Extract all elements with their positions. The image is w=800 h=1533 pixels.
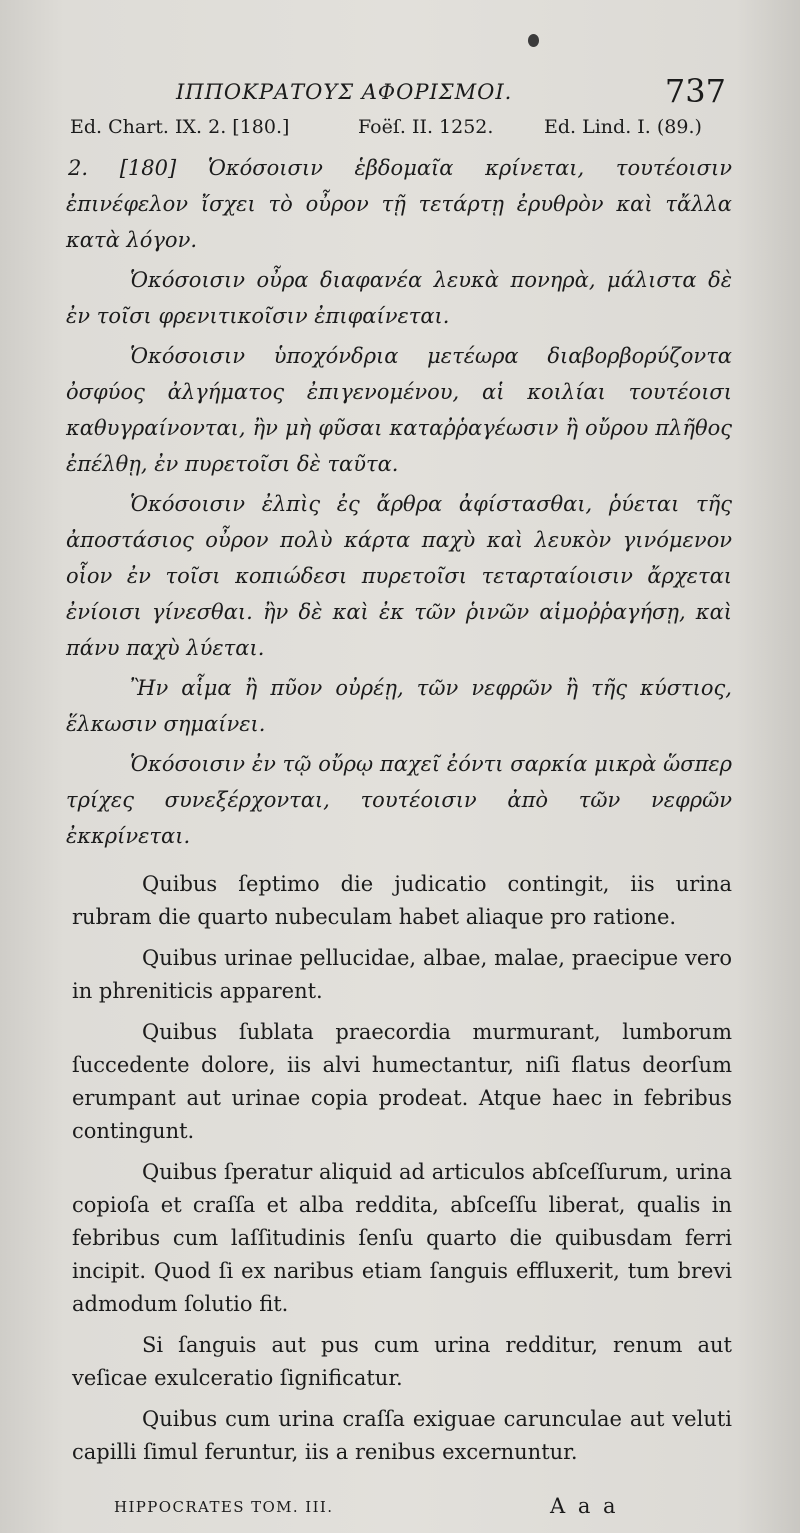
greek-paragraph: Ὁκόσοισιν ἐλπὶς ἐς ἄρθρα ἀφίστασθαι, ῥύεται τῆς ἀποστάσιος οὖρον πολὺ κάρτα παχὺ καὶ λευκὸν γινόμενον οἷον ἐν τοῖσι κοπιώδεσι πυρετοῖσι τεταρταίοισιν ἄρχεται ἐνίοισι γίνεσθαι. ἢν δὲ καὶ ἐκ τῶν ῥινῶν αἱμοῤῥαγήσῃ, καὶ πάνυ παχὺ λύεται. bbox=[66, 492, 732, 660]
edition-references bbox=[70, 116, 720, 148]
reference-chartier: Ed. Chart. IX. 2. [180.] bbox=[70, 116, 290, 138]
reference-linden: Ed. Lind. I. (89.) bbox=[544, 116, 702, 138]
latin-text-block bbox=[72, 868, 732, 1477]
latin-paragraph: Quibus urinae pellucidae, albae, malae, praecipue vero in phreniticis apparent. bbox=[72, 946, 732, 1003]
quire-mark: A a a bbox=[550, 1494, 619, 1518]
signature-line: HIPPOCRATES TOM. III. bbox=[114, 1498, 334, 1516]
latin-paragraph: Quibus ſeptimo die judicatio contingit, iis urina rubram die quarto nubeculam habet aliaque pro ratione. bbox=[72, 872, 732, 929]
greek-paragraph: 2. [180] Ὁκόσοισιν ἑβδομαῖα κρίνεται, τουτέοισιν ἐπινέφελον ἴσχει τὸ οὖρον τῇ τετάρτῃ ἐρυθρὸν καὶ τἄλλα κατὰ λόγον. bbox=[66, 156, 732, 252]
latin-paragraph: Quibus ſublata praecordia murmurant, lumborum ſuccedente dolore, iis alvi humectantur, niſi flatus deorſum erumpant aut urinae copia prodeat. Atque haec in febribus contingunt. bbox=[72, 1020, 732, 1143]
page-number: 737 bbox=[664, 72, 726, 110]
ink-speck bbox=[528, 34, 539, 47]
running-header bbox=[176, 72, 736, 122]
greek-paragraph: Ὁκόσοισιν ἐν τῷ οὔρῳ παχεῖ ἐόντι σαρκία μικρὰ ὥσπερ τρίχες συνεξέρχονται, τουτέοισιν ἀπὸ τῶν νεφρῶν ἐκκρίνεται. bbox=[66, 752, 732, 848]
greek-text-block bbox=[66, 150, 732, 858]
latin-paragraph: Si ſanguis aut pus cum urina redditur, renum aut veſicae exulceratio ſignificatur. bbox=[72, 1333, 732, 1390]
running-title: ΙΠΠΟΚΡΑΤΟΥΣ ΑΦΟΡΙΣΜΟΙ. bbox=[176, 80, 513, 104]
greek-paragraph: Ὁκόσοισιν οὖρα διαφανέα λευκὰ πονηρὰ, μάλιστα δὲ ἐν τοῖσι φρενιτικοῖσιν ἐπιφαίνεται. bbox=[66, 268, 732, 328]
latin-paragraph: Quibus ſperatur aliquid ad articulos abſceſſurum, urina copioſa et craſſa et alba reddita, abſceſſu liberat, qualis in febribus cum laſſitudinis ſenſu quarto die quibusdam ferri incipit. Quod ſi ex naribus etiam ſanguis effluxerit, tum brevi admodum ſolutio fit. bbox=[72, 1160, 732, 1316]
page-footer bbox=[114, 1494, 724, 1524]
greek-paragraph: Ἢν αἷμα ἢ πῦον οὐρέῃ, τῶν νεφρῶν ἢ τῆς κύστιος, ἕλκωσιν σημαίνει. bbox=[66, 676, 732, 736]
greek-paragraph: Ὁκόσοισιν ὑποχόνδρια μετέωρα διαβορβορύζοντα ὀσφύος ἀλγήματος ἐπιγενομένου, αἱ κοιλίαι τουτέοισι καθυγραίνονται, ἢν μὴ φῦσαι καταῤῥαγέωσιν ἢ οὔρου πλῆθος ἐπέλθῃ, ἐν πυρετοῖσι δὲ ταῦτα. bbox=[66, 344, 732, 476]
latin-paragraph: Quibus cum urina craſſa exiguae carunculae aut veluti capilli ſimul feruntur, iis a renibus excernuntur. bbox=[72, 1407, 732, 1464]
reference-foes: Foëſ. II. 1252. bbox=[358, 116, 494, 138]
